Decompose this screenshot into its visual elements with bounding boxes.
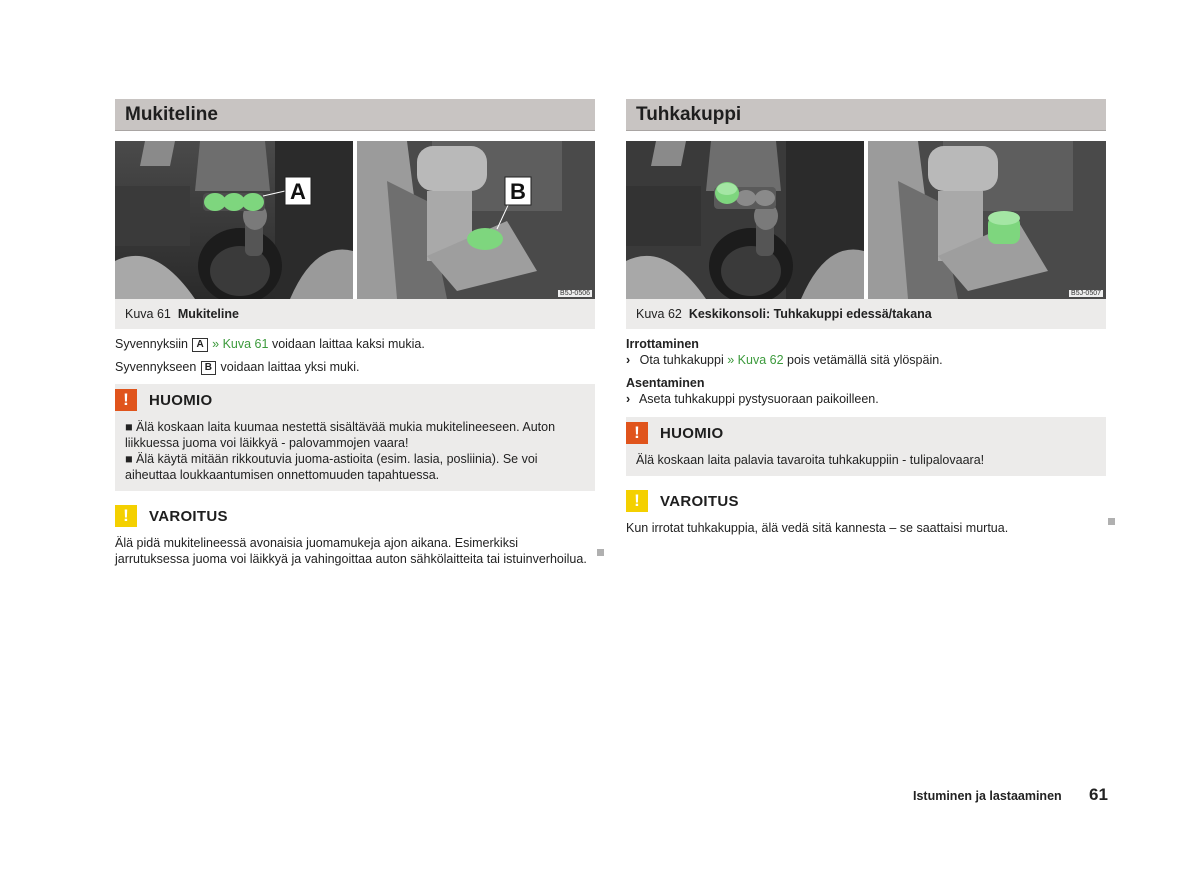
photo-rear-ashtray [868, 141, 1106, 299]
danger-notice [115, 384, 595, 491]
box-letter-a: A [192, 338, 207, 352]
danger-notice [626, 417, 1106, 476]
warning-icon: ! [115, 505, 137, 527]
notice-body [115, 413, 595, 483]
label-b: B [510, 179, 526, 204]
notice-line: ■ Älä käytä mitään rikkoutuvia juoma-astioita (esim. lasia, posliinia). Se voi aiheuttaa loukkaantumisen onnettomuuden tapahtuessa. [125, 452, 538, 482]
notice-title: HUOMIO [149, 391, 213, 409]
notice-title: HUOMIO [660, 424, 724, 442]
figure-link[interactable]: » Kuva 62 [727, 353, 784, 367]
footer-section-name: Istuminen ja lastaaminen [913, 789, 1062, 803]
figure-code: B5J-0506 [560, 290, 590, 297]
paragraph-two-cups [115, 336, 595, 353]
paragraph-one-cup [115, 359, 595, 376]
section-title: Mukiteline [115, 99, 595, 131]
notice-header [115, 387, 595, 413]
notice-header [626, 488, 1106, 514]
text: Syvennykseen [115, 360, 197, 374]
figure-ashtray [626, 141, 1106, 299]
danger-icon: ! [115, 389, 137, 411]
photo-front-cup-holder [115, 141, 353, 299]
photo-front-ashtray [626, 141, 864, 299]
caption-title: Mukiteline [177, 307, 239, 321]
caption-prefix: Kuva 61 [125, 307, 171, 321]
step-remove [626, 352, 1106, 368]
page-number: 61 [1089, 785, 1108, 804]
caption-title: Keskikonsoli: Tuhkakuppi edessä/takana [688, 307, 932, 321]
figure-cup-holder [115, 141, 595, 299]
figure-caption [626, 299, 1106, 329]
notice-header [115, 503, 595, 529]
notice-line: ■ Älä koskaan laita kuumaa nestettä sisältävää mukia mukitelineeseen. Auton liikkuessa juoma voi läikkyä - palovammojen vaara! [125, 420, 556, 450]
notice-body: Kun irrotat tuhkakuppia, älä vedä sitä kannesta – se saattaisi murtua. [626, 521, 1009, 535]
section-title: Tuhkakuppi [626, 99, 1106, 131]
section-ashtray [626, 99, 1106, 536]
section-end-mark [597, 549, 604, 556]
step-arrow: › [626, 392, 631, 406]
danger-icon: ! [626, 422, 648, 444]
text: Ota tuhkakuppi [639, 353, 724, 367]
notice-title: VAROITUS [149, 507, 228, 525]
warning-notice [115, 503, 595, 567]
subheading-remove: Irrottaminen [626, 337, 699, 351]
text: Syvennyksiin [115, 337, 188, 351]
warning-icon: ! [626, 490, 648, 512]
photo-rear-cup-holder [357, 141, 595, 299]
text: pois vetämällä sitä ylöspäin. [787, 353, 943, 367]
section-cup-holder [115, 99, 595, 567]
warning-notice [626, 488, 1106, 536]
notice-body: Älä pidä mukitelineessä avonaisia juomamukeja ajon aikana. Esimerkiksi jarrutuksessa juoma voi läikkyä ja vahingoittaa auton sähkölaitteita tai istuinverhoilua. [115, 536, 587, 566]
step-install [626, 391, 1106, 407]
figure-caption [115, 299, 595, 329]
text: voidaan laittaa kaksi mukia. [271, 337, 425, 351]
text: voidaan laittaa yksi muki. [220, 360, 360, 374]
step-arrow: › [626, 353, 631, 367]
notice-header [626, 420, 1106, 446]
notice-body: Älä koskaan laita palavia tavaroita tuhkakuppiin - tulipalovaara! [636, 453, 985, 467]
caption-prefix: Kuva 62 [636, 307, 682, 321]
figure-link[interactable]: » Kuva 61 [212, 337, 269, 351]
section-end-mark [1108, 518, 1115, 525]
notice-title: VAROITUS [660, 492, 739, 510]
figure-code: B5J-0507 [1071, 290, 1101, 297]
box-letter-b: B [201, 361, 216, 375]
text: Aseta tuhkakuppi pystysuoraan paikoilleen. [638, 392, 879, 406]
label-a: A [290, 179, 306, 204]
subheading-install: Asentaminen [626, 376, 705, 390]
